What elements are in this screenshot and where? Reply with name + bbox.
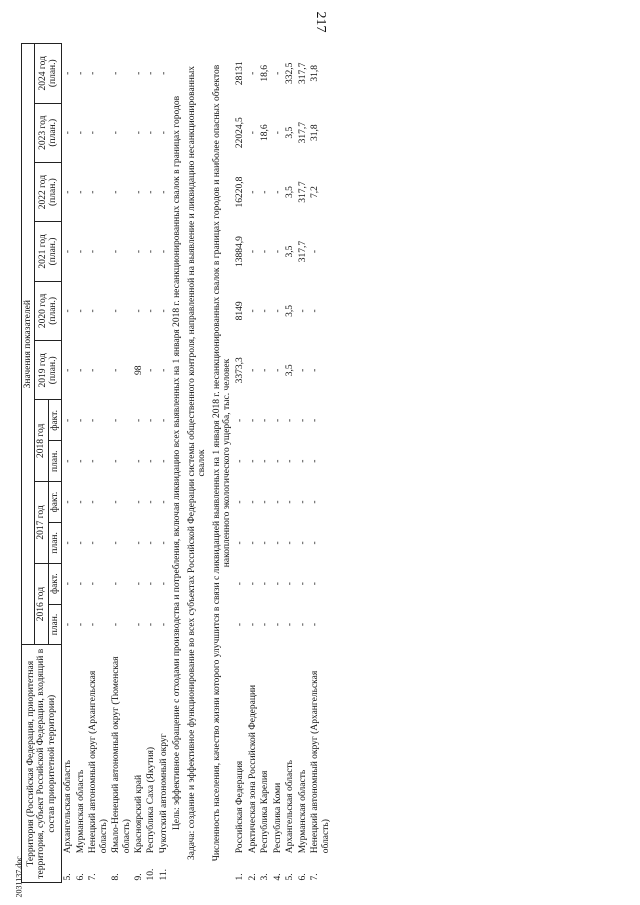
row-value: -	[63, 540, 74, 544]
row-value: -	[158, 71, 169, 75]
row-value: -	[310, 540, 321, 544]
row-value: -	[297, 308, 308, 312]
row-value: -	[88, 418, 99, 422]
row-value: -	[158, 190, 169, 194]
row-value: -	[272, 308, 283, 312]
row-value: -	[111, 418, 122, 422]
row-value: -	[285, 540, 296, 544]
row-territory-name: Ямало-Ненецкий автономный округ (Тюменская область)	[111, 656, 132, 853]
header-fact: факт.	[48, 481, 61, 522]
row-value: -	[260, 540, 271, 544]
row-value: -	[111, 249, 122, 253]
table-row	[110, 43, 133, 882]
row-value: 31,8	[310, 64, 321, 82]
table-row	[272, 43, 284, 882]
row-number: 5.	[285, 872, 296, 880]
row-value: -	[247, 249, 258, 253]
row-value: -	[272, 249, 283, 253]
row-value: -	[247, 622, 258, 626]
row-value: -	[247, 308, 258, 312]
row-value: -	[260, 622, 271, 626]
row-value: -	[63, 459, 74, 463]
row-value: -	[63, 308, 74, 312]
table-row	[247, 43, 259, 882]
table-row	[297, 43, 309, 882]
row-value: -	[272, 130, 283, 134]
row-value: -	[146, 581, 157, 585]
row-value: -	[310, 308, 321, 312]
row-value: 31,8	[310, 123, 321, 141]
row-value: -	[260, 581, 271, 585]
row-value: -	[146, 459, 157, 463]
row-value: -	[260, 499, 271, 504]
header-year-2024: 2024 год (план.)	[35, 43, 62, 103]
table-body-block2	[234, 43, 332, 882]
row-value: -	[75, 540, 86, 544]
row-value: -	[133, 499, 144, 504]
row-value: -	[297, 418, 308, 422]
row-value: -	[158, 249, 169, 253]
row-value: -	[88, 308, 99, 312]
row-value: -	[111, 622, 122, 626]
row-value: -	[75, 308, 86, 312]
row-value: -	[235, 622, 246, 626]
row-value: -	[158, 540, 169, 544]
header-territory: Территория (Российская Федерация, приоритетная территория, субъект Российской Федерации, входящий в состав приоритетной территории)	[22, 644, 62, 882]
row-value: -	[63, 130, 74, 134]
row-value: -	[297, 368, 308, 372]
row-territory-name: Республика Саха (Якутия)	[146, 746, 157, 853]
page-number: 217	[313, 11, 328, 33]
task-text: Задача: создание и эффективное функционирование во всех субъектах Российской Федерации системы общественного контроля, направленной на выявление и ликвидацию несанкционированных свалок	[186, 65, 208, 860]
row-value: -	[235, 581, 246, 585]
row-value: -	[310, 459, 321, 463]
row-value: -	[111, 71, 122, 75]
header-year-2021: 2021 год (план.)	[35, 221, 62, 280]
header-year-2022: 2022 год (план.)	[35, 162, 62, 221]
header-fact: факт.	[48, 563, 61, 604]
row-value: -	[272, 418, 283, 422]
row-value: 8149	[235, 300, 246, 320]
row-value: -	[146, 130, 157, 134]
row-value: -	[272, 190, 283, 194]
header-plan: план.	[48, 522, 61, 563]
row-value: -	[88, 581, 99, 585]
row-value: -	[146, 622, 157, 626]
row-value: 22024,5	[235, 116, 246, 148]
row-value: -	[133, 622, 144, 626]
row-value: -	[88, 249, 99, 253]
row-value: -	[247, 368, 258, 372]
row-value: -	[235, 499, 246, 504]
header-indicators: Значения показателей	[22, 43, 35, 644]
header-year-2017: 2017 год	[35, 481, 48, 563]
table-row	[284, 43, 296, 882]
row-value: -	[63, 71, 74, 75]
row-value: -	[63, 249, 74, 253]
row-value: 3373,3	[235, 356, 246, 383]
row-value: -	[146, 249, 157, 253]
row-value: 98	[133, 365, 144, 375]
row-number: 7.	[88, 872, 99, 880]
row-number: 6.	[75, 872, 86, 880]
row-value: -	[158, 368, 169, 372]
row-value: -	[272, 71, 283, 75]
row-territory-name: Архангельская область	[285, 759, 296, 853]
row-value: -	[285, 581, 296, 585]
row-value: -	[158, 622, 169, 626]
row-value: 317,7	[297, 62, 308, 84]
indicator-text: Численность населения, качество жизни которого улучшится в связи с ликвидацией выявленных на 1 января 2018 г. несанкционированных свалок в границах городов и наиболее опасных объектов накопленного экологического ущерба, тыс. человек	[211, 64, 232, 861]
row-territory-name: Мурманская область	[297, 769, 308, 853]
row-value: -	[133, 308, 144, 312]
row-value: -	[285, 459, 296, 463]
row-number: 1.	[235, 872, 246, 880]
row-value: -	[260, 249, 271, 253]
row-value: -	[272, 581, 283, 585]
table-row	[145, 43, 157, 882]
row-value: 3,5	[285, 126, 296, 139]
row-value: -	[63, 418, 74, 422]
row-value: -	[146, 71, 157, 75]
row-value: -	[158, 418, 169, 422]
row-value: -	[75, 130, 86, 134]
row-value: -	[247, 190, 258, 194]
table-row	[62, 43, 75, 882]
row-territory-name: Красноярский край	[133, 774, 144, 853]
row-number: 6.	[297, 872, 308, 880]
table-row	[259, 43, 271, 882]
row-value: -	[297, 459, 308, 463]
row-value: 7,2	[310, 185, 321, 198]
header-year-2023: 2023 год (план.)	[35, 103, 62, 162]
row-value: -	[247, 540, 258, 544]
row-value: 3,5	[285, 245, 296, 257]
row-value: -	[158, 459, 169, 463]
row-value: -	[158, 130, 169, 134]
row-value: -	[235, 459, 246, 463]
row-value: -	[247, 459, 258, 463]
table-row	[158, 43, 170, 882]
header-year-2016: 2016 год	[35, 563, 48, 645]
row-number: 10.	[146, 868, 157, 880]
row-value: -	[297, 540, 308, 544]
row-value: -	[146, 418, 157, 422]
row-value: 13884,9	[235, 235, 246, 267]
row-value: -	[285, 622, 296, 626]
row-value: -	[111, 499, 122, 504]
row-territory-name: Ненецкий автономный округ (Архангельская область)	[310, 670, 331, 853]
row-value: -	[272, 540, 283, 544]
row-value: 3,5	[285, 185, 296, 198]
goal-text: Цель: эффективное обращение с отходами производства и потребления, включая ликвидацию всех выявленных на 1 января 2018 г. несанкционированных свалок в границах городов	[172, 95, 183, 830]
row-number: 3.	[260, 872, 271, 880]
row-value: -	[111, 581, 122, 585]
row-value: -	[88, 540, 99, 544]
row-value: -	[260, 459, 271, 463]
row-value: 332,5	[285, 62, 296, 84]
table-body-block1	[62, 43, 170, 882]
row-value: -	[75, 71, 86, 75]
row-territory-name: Архангельская область	[63, 759, 74, 853]
row-value: -	[111, 308, 122, 312]
header-plan: план.	[48, 604, 61, 645]
row-number: 5.	[63, 872, 74, 880]
row-value: -	[310, 499, 321, 504]
row-value: 18,6	[260, 123, 271, 141]
row-value: -	[247, 418, 258, 422]
row-territory-name: Ненецкий автономный округ (Архангельская область)	[88, 670, 109, 853]
row-value: -	[247, 71, 258, 75]
row-value: -	[272, 459, 283, 463]
row-value: 317,7	[297, 240, 308, 262]
row-value: -	[146, 540, 157, 544]
row-value: -	[285, 499, 296, 504]
table-row	[234, 43, 246, 882]
row-value: -	[247, 499, 258, 504]
row-value: -	[133, 459, 144, 463]
row-territory-name: Российская Федерация	[235, 760, 246, 853]
row-value: -	[158, 581, 169, 585]
row-value: -	[88, 622, 99, 626]
row-value: -	[260, 190, 271, 194]
header-plan: план.	[48, 440, 61, 481]
row-value: -	[260, 308, 271, 312]
row-territory-name: Республика Карелия	[260, 770, 271, 853]
row-number: 2.	[247, 872, 258, 880]
row-value: -	[146, 308, 157, 312]
row-value: -	[88, 499, 99, 504]
row-number: 8.	[111, 872, 122, 880]
row-value: -	[133, 581, 144, 585]
row-value: -	[75, 459, 86, 463]
row-value: -	[111, 368, 122, 372]
table-row	[309, 43, 332, 882]
row-value: -	[75, 249, 86, 253]
row-value: -	[272, 622, 283, 626]
row-value: -	[272, 499, 283, 504]
row-value: -	[133, 418, 144, 422]
header-year-2020: 2020 год (план.)	[35, 281, 62, 340]
section-texts	[170, 43, 234, 882]
table-row	[133, 43, 145, 882]
row-value: -	[247, 130, 258, 134]
row-value: -	[297, 581, 308, 585]
row-value: 3,5	[285, 363, 296, 376]
row-value: -	[75, 368, 86, 372]
row-value: -	[158, 499, 169, 504]
row-number: 9.	[133, 872, 144, 880]
row-value: -	[63, 368, 74, 372]
row-value: 28131	[235, 60, 246, 85]
document-code: 2031137.doc	[14, 856, 24, 898]
row-value: -	[260, 368, 271, 372]
row-value: -	[88, 368, 99, 372]
row-value: -	[88, 190, 99, 194]
row-value: -	[235, 540, 246, 544]
row-number: 4.	[272, 872, 283, 880]
row-value: -	[133, 540, 144, 544]
row-value: -	[111, 190, 122, 194]
row-value: -	[260, 418, 271, 422]
row-value: -	[63, 190, 74, 194]
row-value: -	[285, 418, 296, 422]
row-value: -	[63, 622, 74, 626]
header-year-2018: 2018 год	[35, 399, 48, 481]
row-value: -	[272, 368, 283, 372]
row-number: 7.	[310, 872, 321, 880]
header-year-2019: 2019 год (план.)	[35, 340, 62, 399]
row-value: -	[88, 459, 99, 463]
row-territory-name: Арктическая зона Российской Федерации	[247, 684, 258, 853]
row-value: -	[133, 71, 144, 75]
row-value: -	[310, 622, 321, 626]
row-value: -	[146, 499, 157, 504]
row-value: -	[75, 190, 86, 194]
row-value: -	[133, 249, 144, 253]
row-territory-name: Чукотский автономный округ	[158, 732, 169, 853]
header-fact: факт.	[48, 399, 61, 440]
row-value: -	[75, 418, 86, 422]
row-value: -	[75, 622, 86, 626]
table-header	[22, 43, 62, 882]
row-value: -	[146, 190, 157, 194]
row-value: -	[310, 249, 321, 253]
row-value: -	[111, 540, 122, 544]
row-value: -	[310, 418, 321, 422]
row-value: -	[75, 499, 86, 504]
row-number: 11.	[158, 868, 169, 880]
table-row	[75, 43, 87, 882]
row-value: -	[297, 499, 308, 504]
rotated-table-sheet	[21, 43, 591, 883]
row-value: -	[297, 622, 308, 626]
indicators-table	[21, 43, 332, 883]
row-value: 18,6	[260, 64, 271, 82]
row-value: -	[158, 308, 169, 312]
row-territory-name: Республика Коми	[272, 782, 283, 853]
row-value: -	[133, 130, 144, 134]
table-row	[87, 43, 110, 882]
row-value: -	[310, 581, 321, 585]
row-value: 317,7	[297, 180, 308, 203]
row-value: 3,5	[285, 304, 296, 317]
row-value: -	[75, 581, 86, 585]
row-value: -	[63, 499, 74, 504]
row-value: -	[88, 130, 99, 134]
row-value: -	[310, 368, 321, 372]
row-value: -	[133, 190, 144, 194]
row-territory-name: Мурманская область	[75, 769, 86, 853]
row-value: 317,7	[297, 121, 308, 143]
row-value: -	[146, 368, 157, 372]
row-value: -	[111, 130, 122, 134]
row-value: 16220,8	[235, 176, 246, 208]
row-value: -	[235, 418, 246, 422]
row-value: -	[111, 459, 122, 463]
row-value: -	[247, 581, 258, 585]
row-value: -	[63, 581, 74, 585]
row-value: -	[88, 71, 99, 75]
